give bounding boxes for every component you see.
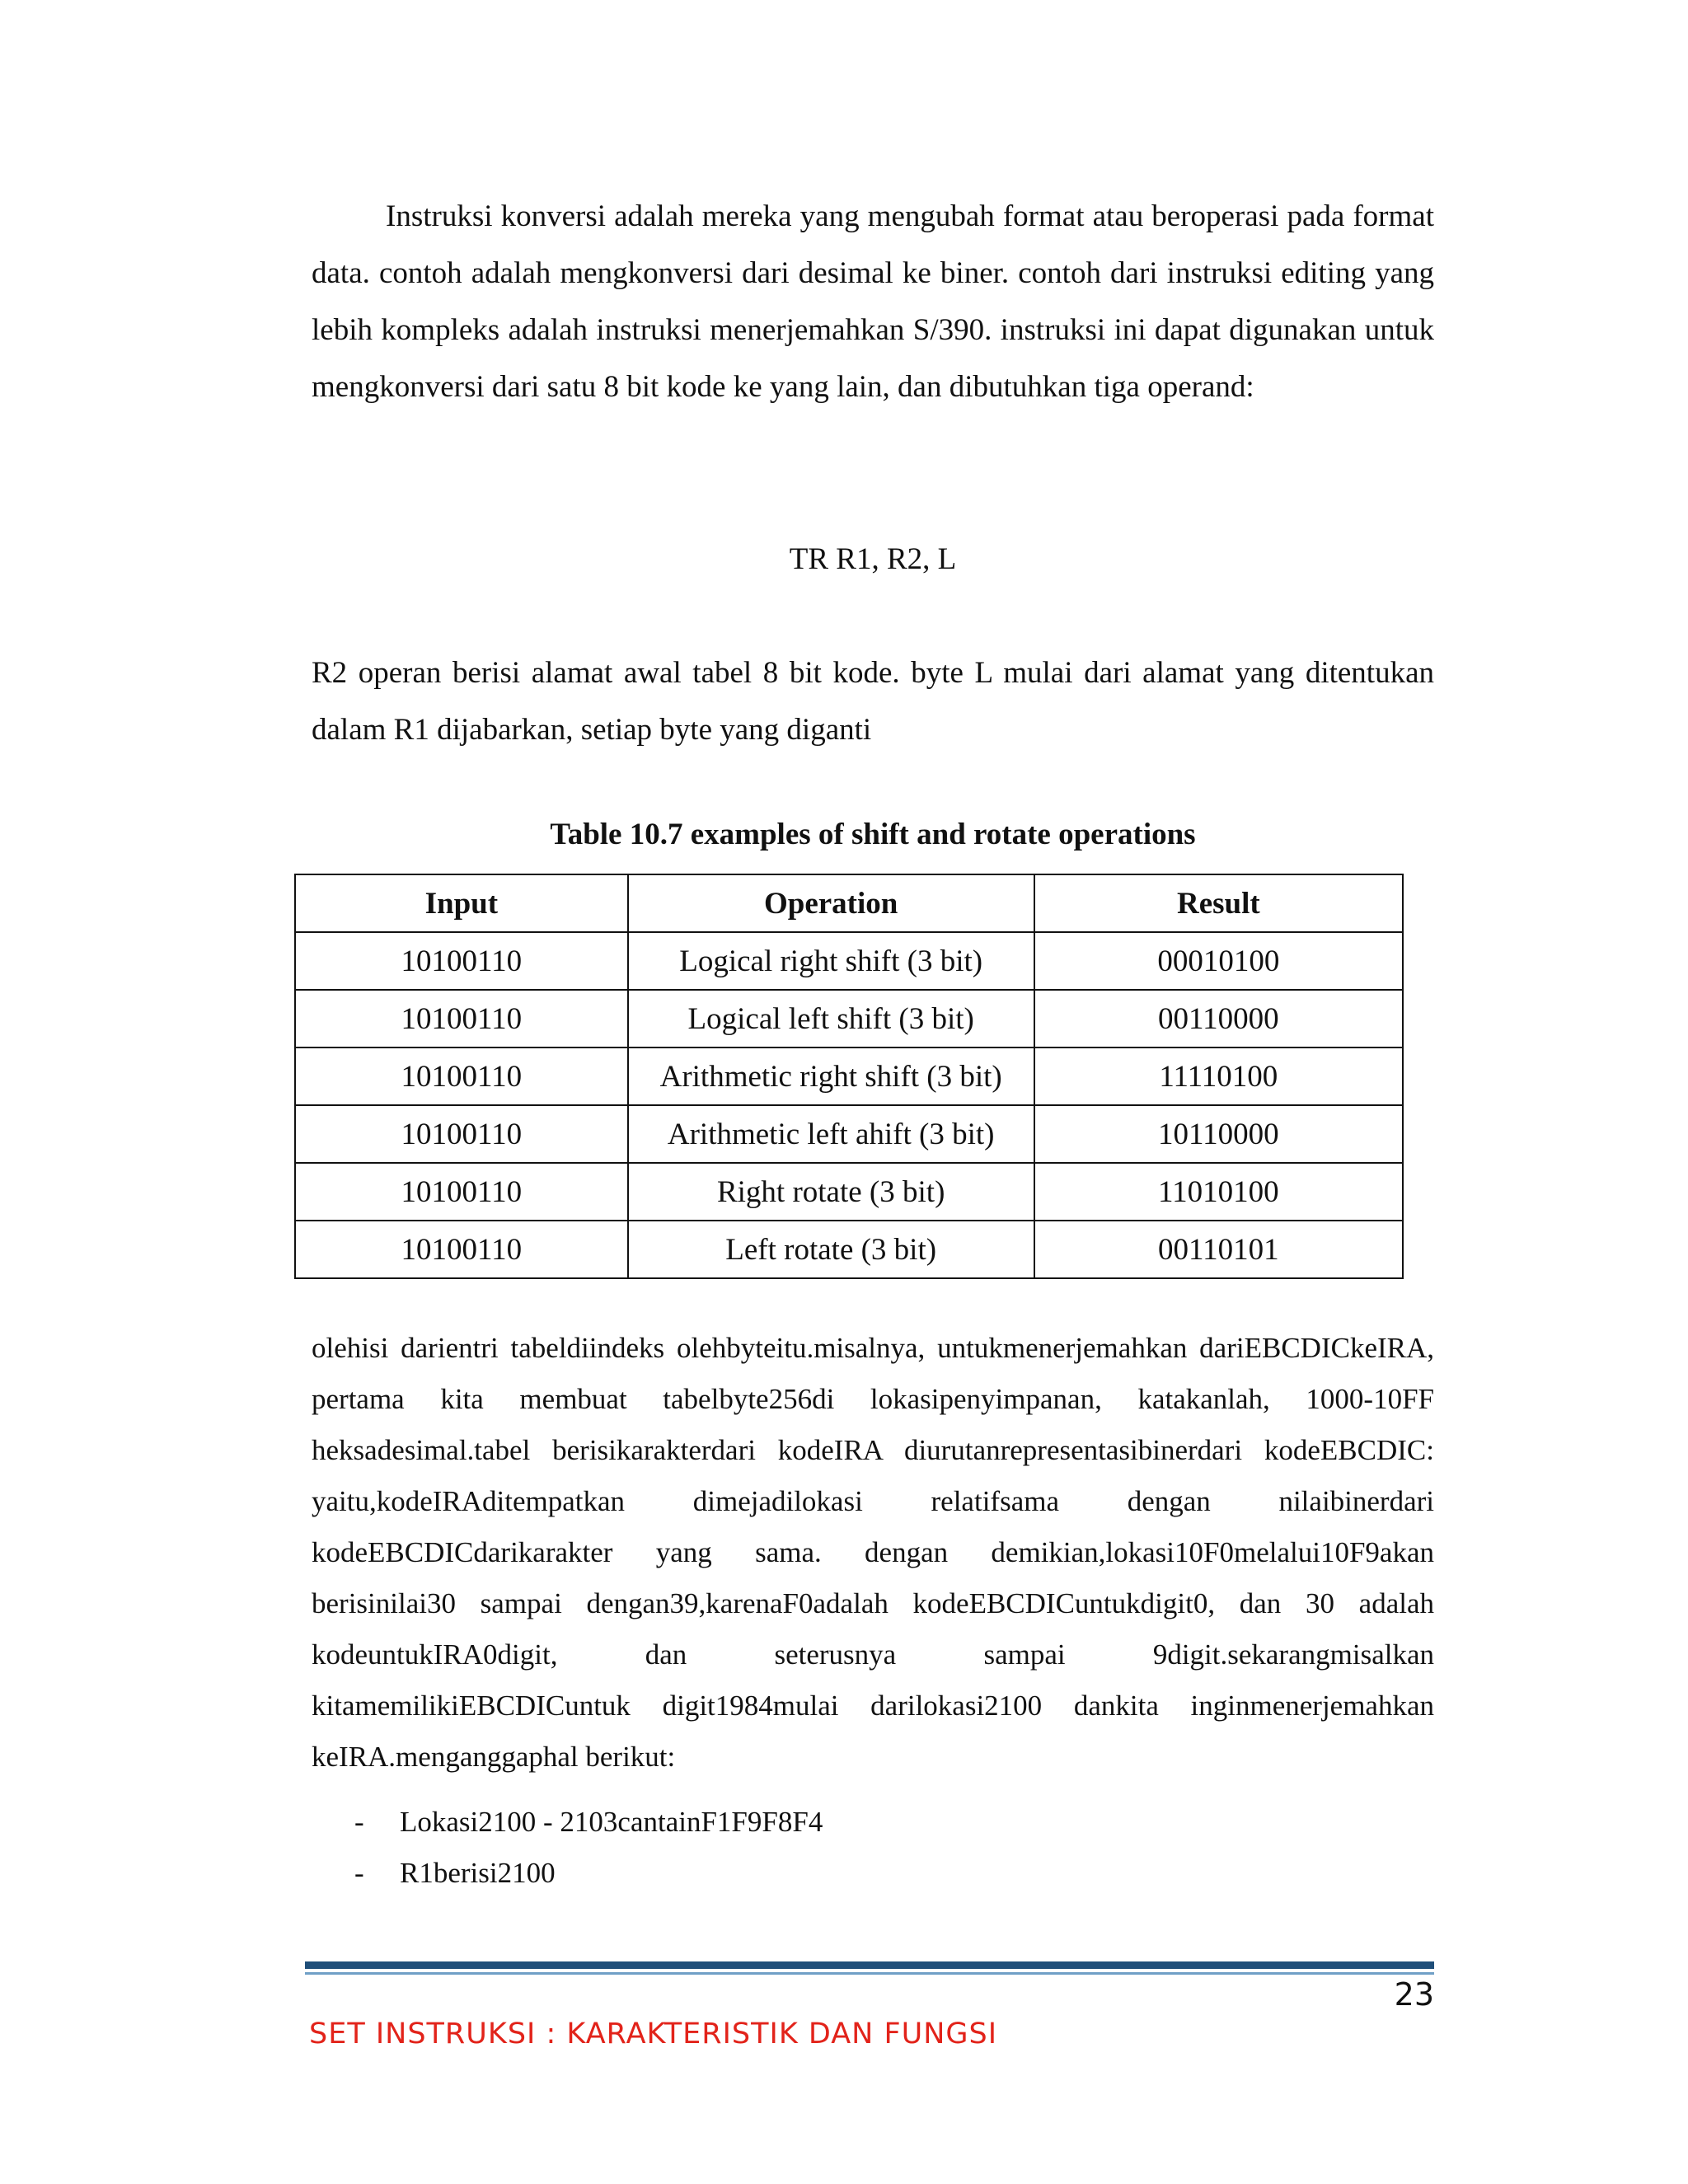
- cell-input: 10100110: [295, 1105, 628, 1163]
- operand-paragraph: R2 operan berisi alamat awal tabel 8 bit kode. byte L mulai dari alamat yang ditentukan dalam R1 dijabarkan, setiap byte yang diganti: [312, 656, 1434, 747]
- cell-input: 10100110: [295, 990, 628, 1047]
- table-caption: Table 10.7 examples of shift and rotate operations: [550, 818, 1196, 851]
- cell-result: 00010100: [1034, 932, 1403, 990]
- intro-paragraph: Instruksi konversi adalah mereka yang mengubah format atau beroperasi pada format data. contoh adalah mengkonversi dari desimal ke biner. contoh dari instruksi editing yang lebih kompleks adalah instruksi menerjemahkan S/390. instruksi ini dapat digunakan untuk mengkonversi dari satu 8 bit kode ke yang lain, dan dibutuhkan tiga operand:: [312, 199, 1434, 404]
- shift-rotate-table: [294, 874, 1404, 1279]
- list-item: [312, 1797, 1434, 1848]
- table-header-row: [295, 874, 1403, 932]
- header-operation: Operation: [628, 874, 1034, 932]
- cell-input: 10100110: [295, 1221, 628, 1278]
- cell-operation: Arithmetic left ahift (3 bit): [628, 1105, 1034, 1163]
- list-item: [312, 1848, 1434, 1899]
- table-row: [295, 990, 1403, 1047]
- assumption-list: [312, 1797, 1434, 1899]
- cell-result: 11110100: [1034, 1047, 1403, 1105]
- instruction-formula: TR R1, R2, L: [789, 542, 957, 576]
- footer-rule: [305, 1961, 1434, 1969]
- cell-result: 10110000: [1034, 1105, 1403, 1163]
- cell-operation: Logical right shift (3 bit): [628, 932, 1034, 990]
- cell-result: 00110101: [1034, 1221, 1403, 1278]
- cell-operation: Logical left shift (3 bit): [628, 990, 1034, 1047]
- bullet-marker: -: [354, 1857, 364, 1889]
- table-row: [295, 1163, 1403, 1221]
- cell-input: 10100110: [295, 932, 628, 990]
- cell-operation: Left rotate (3 bit): [628, 1221, 1034, 1278]
- cell-result: 11010100: [1034, 1163, 1403, 1221]
- footer-title: SET INSTRUKSI : KARAKTERISTIK DAN FUNGSI: [309, 2018, 998, 2050]
- cell-operation: Right rotate (3 bit): [628, 1163, 1034, 1221]
- cell-operation: Arithmetic right shift (3 bit): [628, 1047, 1034, 1105]
- table-row: [295, 932, 1403, 990]
- bullet-marker: -: [354, 1806, 364, 1838]
- list-item-text: R1berisi2100: [400, 1857, 556, 1889]
- footer-rule-accent: [305, 1972, 1434, 1975]
- table-row: [295, 1047, 1403, 1105]
- cell-result: 00110000: [1034, 990, 1403, 1047]
- page-number: 23: [1394, 1976, 1434, 2013]
- list-item-text: Lokasi2100 - 2103cantainF1F9F8F4: [400, 1806, 823, 1838]
- header-result: Result: [1034, 874, 1403, 932]
- cell-input: 10100110: [295, 1163, 628, 1221]
- translation-paragraph: olehisi darientri tabeldiindeks olehbyteitu.misalnya, untukmenerjemahkan dariEBCDICkeIRA, pertama kita membuat tabelbyte256di lokasipenyimpanan, katakanlah, 1000-10FF heksadesimal.tabel berisikarakterdari kodeIRA diurutanrepresentasibinerdari kodeEBCDIC: yaitu,kodeIRAditempatkan dimejadilokasi relatifsama dengan nilaibinerdari kodeEBCDICdarikarakter yang sama. dengan demikian,lokasi10F0melalui10F9akan berisinilai30 sampai dengan39,karenaF0adalah kodeEBCDICuntukdigit0, dan 30 adalah kodeuntukIRA0digit, dan seterusnya sampai 9digit.sekarangmisalkan kitamemilikiEBCDICuntuk digit1984mulai darilokasi2100 dankita inginmenerjemahkan keIRA.menganggaphal berikut:: [312, 1332, 1434, 1773]
- table-row: [295, 1221, 1403, 1278]
- header-input: Input: [295, 874, 628, 932]
- table-row: [295, 1105, 1403, 1163]
- cell-input: 10100110: [295, 1047, 628, 1105]
